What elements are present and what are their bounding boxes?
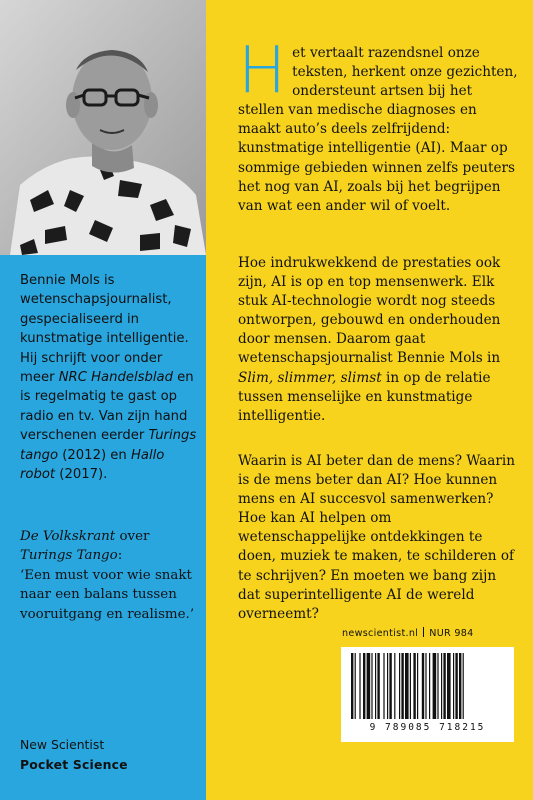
barcode-bar [437,653,438,719]
barcode-bar [359,653,360,719]
barcode-bar [459,653,461,719]
bio-nrc: NRC Handelsblad [58,370,173,386]
barcode-bar [433,653,437,719]
barcode-bar [367,653,371,719]
drop-cap: H [238,34,287,108]
publisher-meta [342,627,474,639]
publisher-brand [20,735,128,775]
nur-code: NUR 984 [429,628,474,639]
blurb-p2a: Hoe indrukwekkend de prestaties ook zijn, AI is op en top mensenwerk. Elk stuk AI-technologie wordt nog steeds ontworpen, gebouwd en onderhouden door mensen. Daarom gaat wetenschapsjournalist Bennie Mols in [238,255,501,367]
barcode-bar [410,653,411,719]
site-url: newscientist.nl [342,628,419,639]
blurb-paragraph-1 [238,34,518,216]
barcode-bar [441,653,442,719]
meta-separator [423,627,424,637]
barcode-bar [355,653,356,719]
blurb-book-title: Slim, slimmer, slimst [238,369,382,386]
barcode-bar [377,653,379,719]
bio-book-2: Hallo robot [20,447,165,483]
blurb-paragraph-2 [238,254,518,426]
barcode-bar [387,653,388,719]
barcode-bars [341,647,514,722]
press-quote [20,527,202,624]
bio-text-2: en is regelmatig te gast op radio en tv. Van zijn hand verschenen eerder [20,370,194,444]
barcode-bar [405,653,409,719]
quote-text: ‘Een must voor wie snakt naar een balans tussen vooruitgang en realisme.’ [20,567,195,622]
barcode-bar [351,653,353,719]
bio-text-3: (2012) en [58,447,131,463]
barcode-bar [455,653,457,719]
author-bio [20,271,200,503]
blurb-p1-text: et vertaalt razendsnel onze teksten, herkent onze gezichten, ondersteunt artsen bij het stellen van medische diagnoses en maakt auto’s deels zelfrijdend: kunstmatige intelligentie (AI). Maar op sommige gebieden winnen zelfs peuters het nog van AI, zoals bij het begrijpen van wat een ander wil of voelt. [238,45,518,214]
barcode-bar [463,653,464,719]
barcode-bar [394,653,395,719]
barcode-bar [399,653,400,719]
barcode-bar [453,653,454,719]
barcode-bar [371,653,372,719]
author-photo [0,0,206,255]
barcode-bar [413,653,415,719]
blurb-paragraph-3 [238,452,518,624]
barcode-bar [429,653,430,719]
quote-over: over [115,529,150,544]
barcode-bar [417,653,418,719]
bio-text-4: (2017). [55,467,108,483]
barcode-bar [425,653,426,719]
quote-colon: : [117,548,123,564]
barcode-bar [443,653,445,719]
brand-line-1: New Scientist [20,737,105,752]
blurb-p2b: in op de relatie tussen menselijke en kunstmatige intelligentie. [238,369,491,424]
barcode [341,647,514,742]
quote-source: De Volkskrant [20,529,116,544]
barcode-bar [447,653,451,719]
brand-line-2: Pocket Science [20,757,128,772]
barcode-bar [383,653,384,719]
barcode-bar [422,653,424,719]
isbn-number: 9 789085 718215 [369,722,486,733]
quote-book: Turings Tango [20,548,118,564]
barcode-bar [375,653,376,719]
barcode-bar [401,653,403,719]
blurb-p3-text: Waarin is AI beter dan de mens? Waarin is de mens beter dan AI? Hoe kunnen mens en AI succesvol samenwerken? Hoe kan AI helpen om wetenschappelijke ontdekkingen te doen, muziek te maken, te schilderen of te schrijven? En moeten we bang zijn dat superintelligente AI de wereld overneemt? [238,453,515,622]
bio-book-1: Turings tango [20,428,197,463]
bio-text-1: Bennie Mols is wetenschapsjournalist, gespecialiseerd in kunstmatige intelligentie. Hij schrijft voor onder meer [20,273,189,386]
barcode-bar [363,653,365,719]
barcode-bar [389,653,391,719]
